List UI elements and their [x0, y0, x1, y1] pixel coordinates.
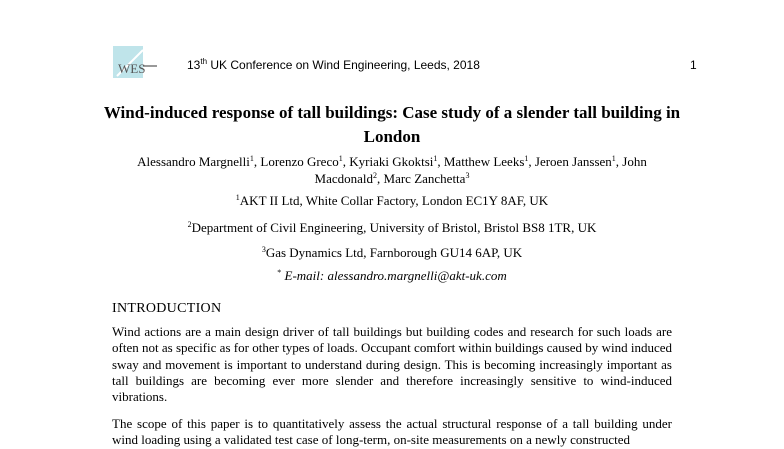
wes-logo: [113, 46, 157, 80]
paper-title: Wind-induced response of tall buildings: Case study of a slender tall building in London: [103, 103, 681, 146]
author-name: Lorenzo Greco: [260, 154, 339, 169]
author-affiliation-mark: 2: [373, 171, 378, 180]
logo-text: WES: [118, 61, 146, 76]
author-affiliation-mark: 1: [433, 154, 438, 163]
author-email: * E-mail: alessandro.margnelli@akt-uk.com: [277, 268, 507, 283]
author-name: Matthew Leeks: [443, 154, 525, 169]
page-number: 1: [690, 58, 697, 72]
author-name: Kyriaki Gkoktsi: [349, 154, 434, 169]
author-name: Alessandro Margnelli: [137, 154, 250, 169]
author-name: Jeroen Janssen: [534, 154, 612, 169]
affiliation-2: $^2$Department of Civil Engineering, University of Bristol, Bristol BS8 1TR, UK: [187, 220, 597, 235]
author-name: Marc Zanchetta: [383, 171, 466, 186]
conference-header: 13th UK Conference on Wind Engineering, Leeds, 2018: [187, 57, 480, 72]
author-affiliation-mark: 3: [465, 171, 470, 180]
author-affiliation-mark: 1: [611, 154, 616, 163]
logo-graphic: [113, 46, 157, 80]
author-affiliation-mark: 1: [249, 154, 254, 163]
section-heading: INTRODUCTION: [112, 301, 222, 316]
author-name: John Macdonald: [314, 154, 647, 186]
author-list: Alessandro Margnelli$^1$, Lorenzo Greco$^1$, Kyriaki Gkoktsi$^1$, Matthew Leeks$^1$, Jeroen Janssen$^1$, John Macdonald$^2$, Marc Zanchetta$^3$: [137, 154, 647, 186]
affiliation-3: $^3$Gas Dynamics Ltd, Farnborough GU14 6AP, UK: [261, 245, 523, 260]
body-paragraph-2: The scope of this paper is to quantitatively assess the actual structural response of a tall building under wind loading using a validated test case of long-term, on-site measurements on a newly constructed: [112, 416, 672, 448]
author-affiliation-mark: 1: [338, 154, 343, 163]
author-affiliation-mark: 1: [524, 154, 529, 163]
affiliation-1: $^1$AKT II Ltd, White Collar Factory, London EC1Y 8AF, UK: [235, 193, 549, 208]
body-paragraph-1: Wind actions are a main design driver of tall buildings but building codes and research for such loads are often not as specific as for other types of loads. Occupant comfort within buildings caused by wind induced sway and movement is important to understand during design. This is becoming increasingly important as tall buildings are becoming ever more slender and therefore increasingly sensitive to wind-induced vibrations.: [112, 324, 672, 405]
